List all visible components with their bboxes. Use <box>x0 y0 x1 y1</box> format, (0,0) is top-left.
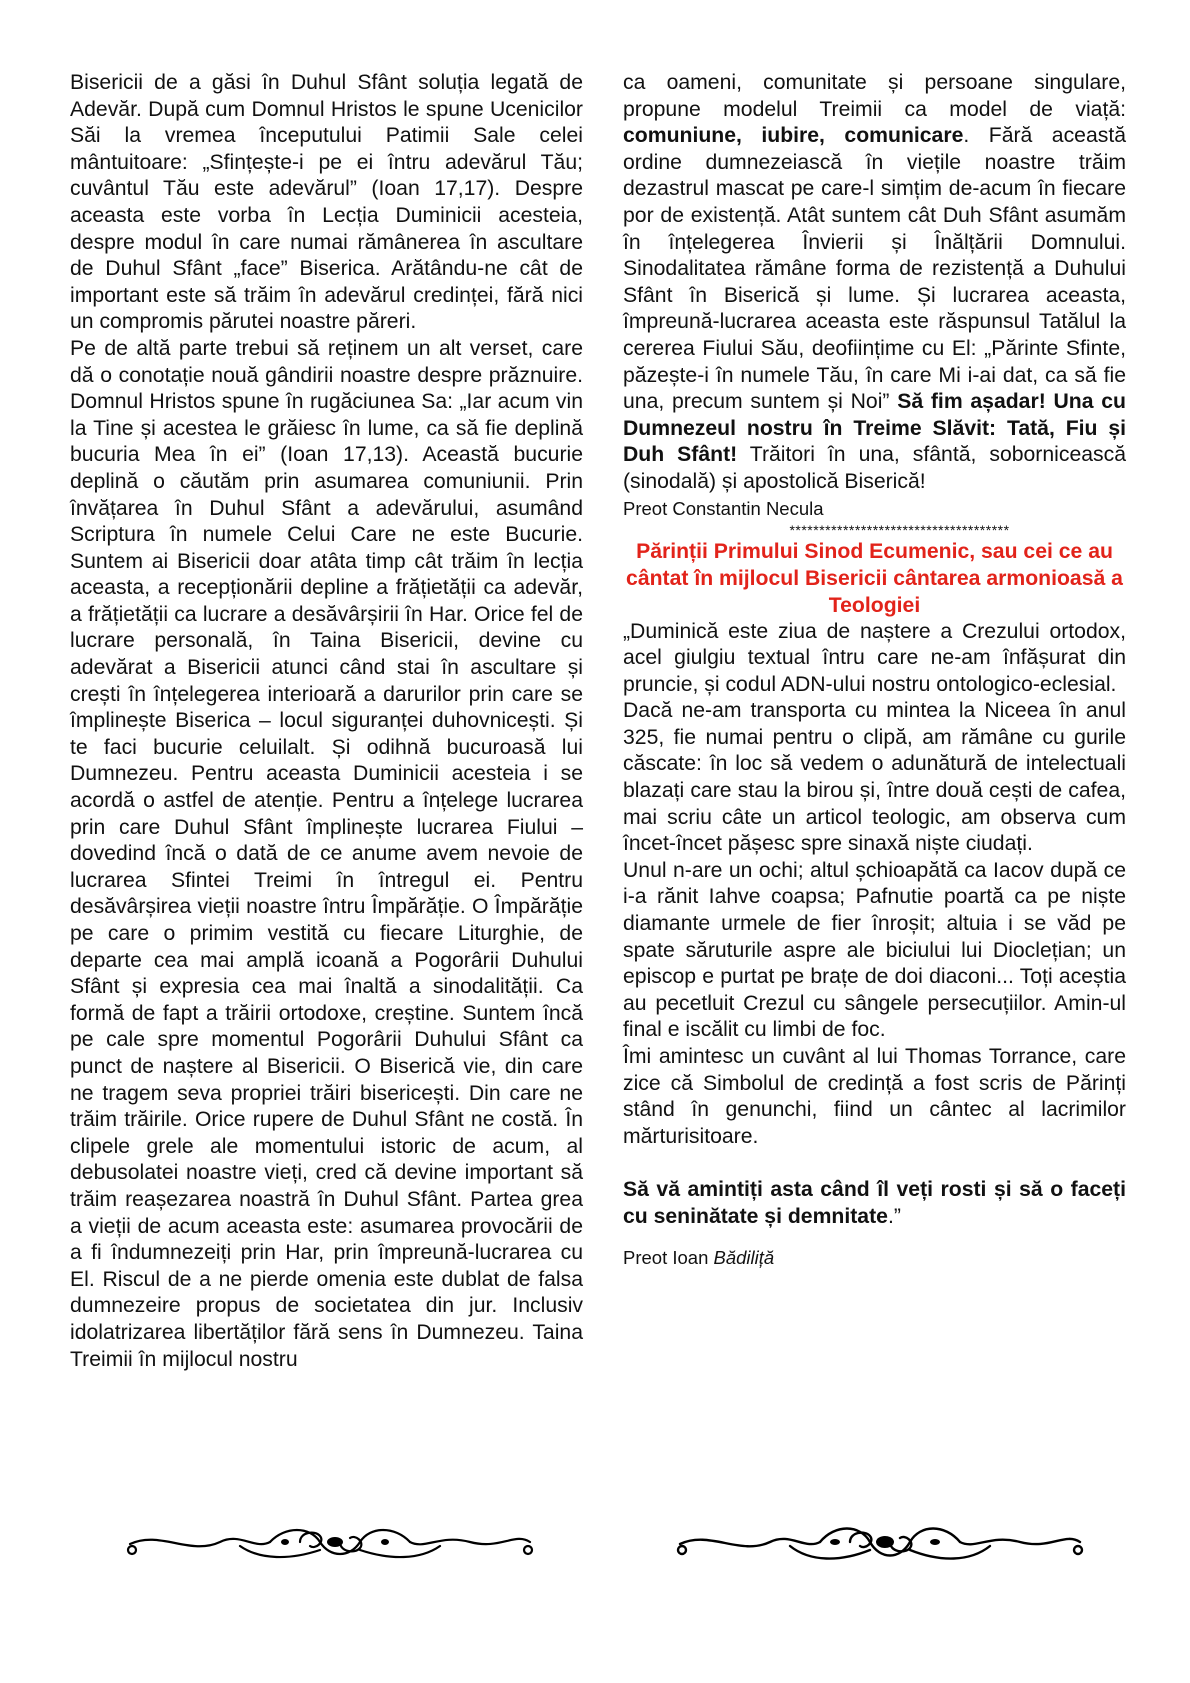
author-signature <box>623 1245 1126 1271</box>
text-run: Trăitori în una, sfântă, sobornicească (sinodală) și apostolică Biserică! <box>623 443 1126 493</box>
flourish-ornament-icon <box>670 1520 1090 1564</box>
paragraph: „Duminică este ziua de naștere a Crezului ortodox, acel giulgiu textual întru care ne-am înfășurat din pruncie, și codul ADN-ului nostru ontologico-eclesial. <box>623 619 1126 696</box>
spacer <box>623 1231 1126 1245</box>
italic-text: Bădiliță <box>713 1246 775 1268</box>
paragraph <box>623 70 1126 496</box>
paragraph: Bisericii de a găsi în Duhul Sfânt soluția legată de Adevăr. După cum Domnul Hristos le spune Ucenicilor Săi la vremea începutului Patimii Sale celei mântuitoare: „Sfințește-i pe ei întru adevărul Tău; cuvântul Tău este adevărul” (Ioan 17,17). Despre aceasta este vorba în Lecția Duminicii acesteia, despre modul în care numai rămânerea în ascultare de Duhul Sfânt „face” Biserica. Arătându-ne cât de important este să trăim în adevărul credinței, fără nici un compromis părutei noastre păreri. <box>70 71 583 334</box>
bold-text: Să fim așadar! Una cu Dumnezeul nostru în Treime Slăvit: Tată, Fiu și Duh Sfânt! <box>623 390 1127 467</box>
left-column <box>70 70 583 1373</box>
paragraph: Pe de altă parte trebui să reținem un alt verset, care dă o conotație nouă gândirii noastre despre prăznuire. Domnul Hristos spune în rugăciunea Sa: „Iar acum vin la Tine și acestea le grăiesc în lume, ca să fie deplină bucuria Mea în ei” (Ioan 17,13). Această bucurie deplină o căutăm prin asumarea comuniunii. Prin învățarea în Duhul Sfânt a adevărului, asumând Scriptura în numele Celui Care ne este Bucurie. Suntem ai Bisericii doar atâta timp cât trăim în lecția aceasta, a recepționării depline a frățietății ca adevăr, a frățietății ca lucrare a desăvârșirii în Har. Orice fel de lucrare personală, în Taina Bisericii, devine cu adevărat a Bisericii atunci când stai în ascultare și crești în înțelegerea interioară a darurilor prin care se împlinește Biserica – locul siguranței duhovnicești. Și te faci bucurie celuilalt. Și odihnă bucuroasă lui Dumnezeu. Pentru aceasta Duminicii acesteia i se acordă o astfel de atenție. Pentru a înțelege lucrarea prin care Duhul Sfânt împlinește lucrarea Fiului – dovedind încă o dată de ce anume avem nevoie de lucrarea Sfintei Treimi în întregul ei. Pentru desăvârșirea vieții noastre întru Împărăție. O Împărăție pe care o primim vestită cu fiecare Liturghie, de departe cea mai amplă icoană a Pogorârii Duhului Sfânt și expresia cea mai înaltă a sinodalității. Ca formă de fapt a trăirii ortodoxe, creștine. Suntem încă pe cale spre momentul Pogorârii Duhului Sfânt ca punct de naștere al Bisericii. O Biserică vie, din care ne tragem seva propriei trăiri bisericești. Din care ne trăim trăirile. Orice rupere de Duhul Sfânt ne costă. În clipele grele ale momentului istoric de acum, al debusolatei noastre vieți, cred că devine important să trăim reașezarea noastră în Duhul Sfânt. Partea grea a vieții de acum aceasta este: asumarea provocării de a fi îndumnezeiți prin Har, prin împreună-lucrarea cu El. Riscul de a ne pierde omenia este dublat de falsa dumnezeire propus de societatea din jur. Inclusiv idolatrizarea libertăților fără sens în Dumnezeu. Taina Treimii în mijlocul nostru <box>70 336 583 1371</box>
text-run: Preot Ioan <box>623 1246 714 1268</box>
closing-paragraph <box>623 1177 1126 1230</box>
separator-stars: ************************************* <box>789 521 1010 538</box>
author-signature: Preot Constantin Necula <box>623 497 824 519</box>
bold-text: comuniune, iubire, comunicare <box>623 124 964 148</box>
text-run: ca oameni, comunitate și persoane singulare, propune modelul Treimii ca model de viață: <box>623 71 1126 121</box>
text-run: . Fără această ordine dumnezeiască în viețile noastre trăim dezastrul mascat pe care-l simțim de-acum în fiecare por de existență. Atât suntem cât Duh Sfânt asumăm în înțelegerea Învierii și Înălțării Domnului. Sinodalitatea rămâne forma de rezistență a Duhului Sfânt în Biserică și lume. Și lucrarea aceasta, împreună-lucrarea aceasta este răspunsul Tatălul la cererea Fiului Său, deoființime cu El: „Părinte Sfinte, păzește-i în numele Tău, în care Mi i-ai dat, ca să fie una, precum suntem și Noi” <box>623 124 1127 414</box>
article-heading: Părinții Primului Sinod Ecumenic, sau cei ce au cântat în mijlocul Bisericii cântarea armonioasă a Teologiei <box>626 539 1123 617</box>
spacer <box>623 1150 1126 1177</box>
paragraph: Unul n-are un ochi; altul șchioapătă ca Iacov după ce i-a rănit Iahve coapsa; Pafnutie poartă ca pe niște diamante urmele de fier înroșit; altuia i se văd pe spate săruturile aspre ale biciului lui Dioclețian; un episcop e purtat pe brațe de doi diaconi... Toți aceștia au pecetluit Crezul cu sângele persecuțiilor. Amin-ul final e iscălit cu limbi de foc. <box>623 858 1126 1042</box>
bold-text: Să vă amintiți asta când îl veți rosti și să o faceți cu seninătate și demnitate <box>623 1178 1126 1228</box>
paragraph: Îmi amintesc un cuvânt al lui Thomas Torrance, care zice că Simbolul de credință a fost scris de Părinți stând în genunchi, fiind un cântec al lacrimilor mărturisitoare. <box>623 1045 1126 1148</box>
flourish-ornament-icon <box>120 1520 540 1564</box>
text-run: .” <box>887 1204 901 1228</box>
right-column <box>623 70 1126 1271</box>
paragraph: Dacă ne-am transporta cu mintea la Niceea în anul 325, fie numai pentru o clipă, am rămâne cu gurile căscate: în loc să vedem o adunătură de intelectuali blazați care stau la birou și, între două cești de cafea, mai scriu câte un articol teologic, am observa cum încet-încet pășesc spre sinaxă niște ciudați. <box>623 699 1126 856</box>
